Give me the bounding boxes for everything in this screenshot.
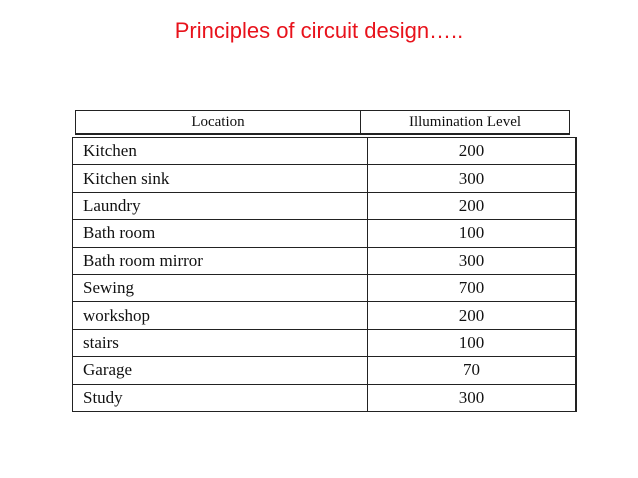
location-cell: Study [73,385,368,411]
header-location: Location [76,111,361,133]
table-row [73,356,575,383]
table-header-row [75,110,570,135]
level-cell: 300 [458,168,485,188]
level-cell: 100 [458,223,485,243]
location-cell: Sewing [73,275,368,301]
location-cell: workshop [73,302,368,328]
level-cell: 700 [458,278,485,298]
level-cell: 100 [458,332,485,352]
location-cell: Laundry [73,193,368,219]
location-cell: Kitchen sink [73,165,368,191]
table-row [73,274,575,301]
location-cell: stairs [73,330,368,356]
table-row [73,329,575,356]
table-row [73,384,575,411]
level-cell: 200 [458,141,485,161]
level-cell: 300 [458,250,485,270]
location-cell: Kitchen [73,138,368,164]
level-cell: 70 [463,360,480,380]
slide-title: Principles of circuit design….. [174,18,464,43]
location-cell: Garage [73,357,368,383]
location-cell: Bath room mirror [73,248,368,274]
level-cell: 200 [458,305,485,325]
table-row [73,247,575,274]
location-cell: Bath room [73,220,368,246]
table-row [73,137,575,164]
table-row [73,164,575,191]
header-illumination-level: Illumination Level [408,113,522,130]
table-row [73,301,575,328]
table-body [72,137,577,412]
level-cell: 200 [458,195,485,215]
level-cell: 300 [458,387,485,407]
illumination-table [72,110,577,412]
table-row [73,219,575,246]
table-row [73,192,575,219]
